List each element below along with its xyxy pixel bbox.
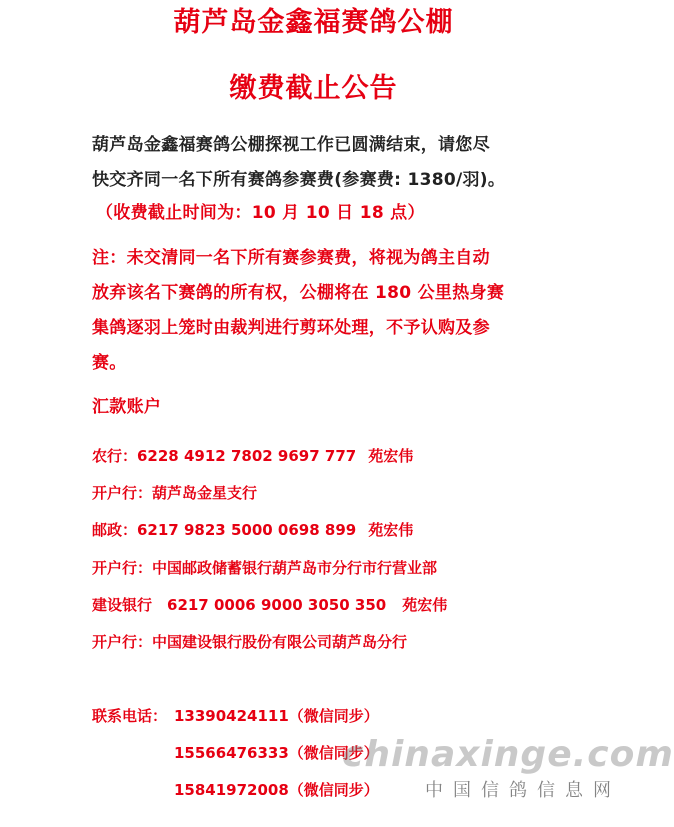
warning-line-1: 注：未交清同一名下所有赛参赛费，将视为鸽主自动 bbox=[92, 248, 490, 268]
contact-phone-1: 13390424111（微信同步） bbox=[174, 707, 379, 725]
contact-label: 联系电话： bbox=[92, 707, 168, 725]
ccb-account-holder: 苑宏伟 bbox=[402, 596, 448, 614]
postal-branch: 开户行：中国邮政储蓄银行葫芦岛市分行市行营业部 bbox=[92, 559, 438, 577]
warning-block bbox=[92, 241, 552, 381]
watermark-site-name: 中国信鸽信息网 bbox=[425, 780, 621, 801]
abc-account-number: 农行：6228 4912 7802 9697 777 bbox=[92, 447, 357, 465]
warning-line-4: 赛。 bbox=[92, 353, 127, 373]
watermark-domain: chinaxinge.com bbox=[342, 734, 674, 775]
notice-intro-line-1: 葫芦岛金鑫福赛鸽公棚探视工作已圆满结束，请您尽 bbox=[92, 135, 490, 155]
abc-branch: 开户行：葫芦岛金星支行 bbox=[92, 484, 258, 502]
warning-line-3: 集鸽逐羽上笼时由裁判进行剪环处理，不予认购及参 bbox=[92, 318, 490, 338]
accounts-heading: 汇款账户 bbox=[92, 397, 162, 417]
abc-account-holder: 苑宏伟 bbox=[368, 447, 414, 465]
ccb-account-number: 建设银行 6217 0006 9000 3050 350 bbox=[92, 596, 387, 614]
contact-phone-3: 15841972008（微信同步） bbox=[174, 781, 379, 799]
ccb-branch: 开户行：中国建设银行股份有限公司葫芦岛分行 bbox=[92, 633, 408, 651]
postal-account-number: 邮政：6217 9823 5000 0698 899 bbox=[92, 521, 357, 539]
postal-account bbox=[92, 520, 413, 540]
notice-subtitle: 缴费截止公告 bbox=[229, 73, 398, 104]
notice-title: 葫芦岛金鑫福赛鸽公棚 bbox=[173, 7, 454, 38]
payment-deadline: （收费截止时间为：10 月 10 日 18 点） bbox=[96, 203, 425, 223]
abc-account bbox=[92, 446, 413, 466]
postal-account-holder: 苑宏伟 bbox=[368, 521, 414, 539]
contact-phone-2: 15566476333（微信同步） bbox=[174, 744, 379, 762]
warning-line-2: 放弃该名下赛鸽的所有权，公棚将在 180 公里热身赛 bbox=[92, 283, 505, 303]
ccb-account bbox=[92, 595, 447, 615]
notice-intro bbox=[92, 128, 552, 198]
notice-intro-line-2: 快交齐同一名下所有赛鸽参赛费(参赛费: 1380/羽)。 bbox=[92, 170, 506, 190]
